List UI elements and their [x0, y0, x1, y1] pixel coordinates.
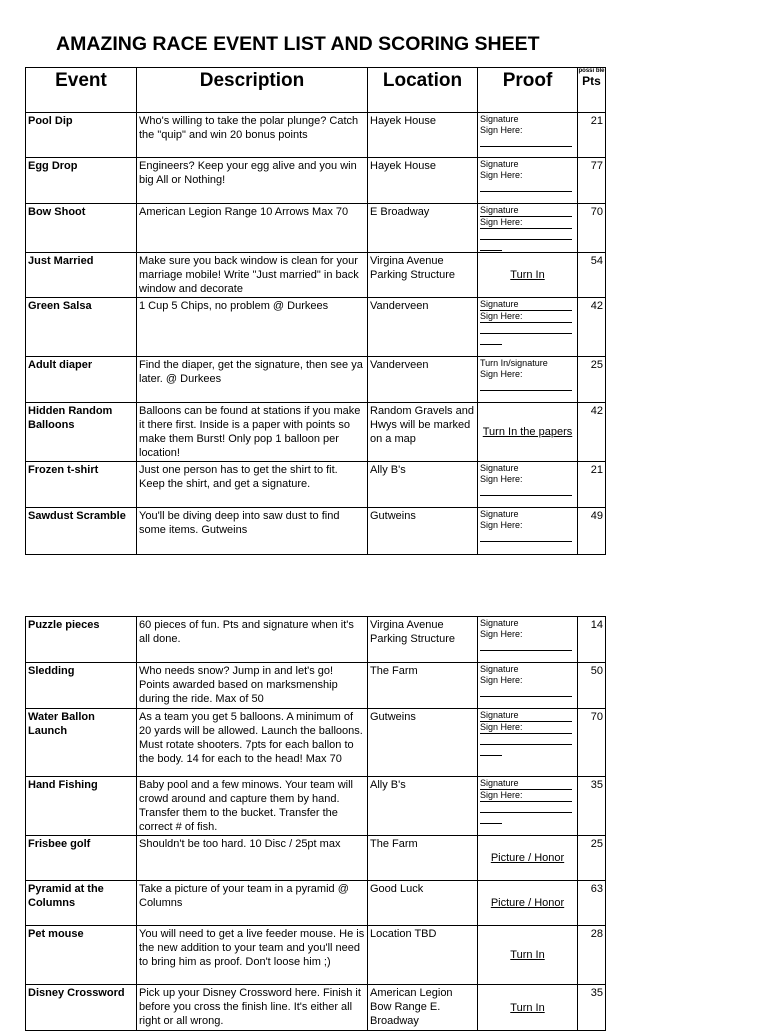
event-cell: Egg Drop: [26, 158, 137, 204]
signature-line[interactable]: [480, 531, 572, 542]
proof-label: Turn In: [510, 269, 545, 281]
signature-line[interactable]: [480, 229, 572, 240]
proof-cell: [478, 158, 578, 204]
points-cell: 63: [578, 881, 606, 926]
proof-type-label: Signature: [480, 710, 572, 722]
signature-line[interactable]: [480, 640, 572, 651]
table-row: [26, 836, 606, 881]
table-row: [26, 926, 606, 985]
points-cell: 35: [578, 985, 606, 1031]
proof-cell: [478, 403, 578, 462]
location-cell: American Legion Bow Range E. Broadway: [368, 985, 478, 1031]
event-cell: Sawdust Scramble: [26, 508, 137, 555]
header-points: [578, 68, 606, 113]
signature-line-extra[interactable]: [480, 334, 502, 345]
points-cell: 28: [578, 926, 606, 985]
description-cell: Balloons can be found at stations if you make it there first. Inside is a paper with points so make them Burst! Only pop 1 balloon per location!: [137, 403, 368, 462]
location-cell: E Broadway: [368, 204, 478, 253]
points-cell: 25: [578, 357, 606, 403]
description-cell: Make sure you back window is clean for your marriage mobile! Write "Just married" in back window and decorate: [137, 253, 368, 298]
proof-label: Turn In: [510, 949, 545, 961]
description-cell: Find the diaper, get the signature, then see ya later. @ Durkees: [137, 357, 368, 403]
sign-here-label: Sign Here:: [480, 369, 523, 379]
location-cell: The Farm: [368, 663, 478, 709]
description-cell: American Legion Range 10 Arrows Max 70: [137, 204, 368, 253]
location-cell: The Farm: [368, 836, 478, 881]
header-event: Event: [26, 68, 137, 113]
table-row: [26, 663, 606, 709]
sign-here-label: Sign Here:: [480, 675, 523, 685]
points-cell: 35: [578, 777, 606, 836]
description-cell: Who's willing to take the polar plunge? Catch the "quip" and win 20 bonus points: [137, 113, 368, 158]
proof-type-label: Turn In/signature: [480, 358, 548, 368]
proof-type-label: Signature: [480, 205, 572, 217]
table-row: [26, 403, 606, 462]
points-cell: 50: [578, 663, 606, 709]
signature-line[interactable]: [480, 181, 572, 192]
signature-line[interactable]: [480, 734, 572, 745]
proof-type-label: Signature: [480, 159, 519, 169]
page-title: AMAZING RACE EVENT LIST AND SCORING SHEET: [56, 33, 540, 55]
event-cell: Pyramid at the Columns: [26, 881, 137, 926]
sign-here-label: Sign Here:: [480, 790, 572, 802]
proof-cell: [478, 926, 578, 985]
proof-cell: [478, 663, 578, 709]
location-cell: Location TBD: [368, 926, 478, 985]
signature-line-extra[interactable]: [480, 240, 502, 251]
proof-label: Turn In: [510, 1001, 545, 1014]
proof-cell: [478, 617, 578, 663]
description-cell: As a team you get 5 balloons. A minimum of 20 yards will be allowed. Launch the balloons. Must rotate shooters. 7pts for each ballon to the body. 14 for each to the head! Max 70: [137, 709, 368, 777]
proof-cell: [478, 113, 578, 158]
table-row: [26, 709, 606, 777]
sign-here-label: Sign Here:: [480, 170, 523, 180]
location-cell: Ally B's: [368, 777, 478, 836]
points-cell: 49: [578, 508, 606, 555]
header-points-small: possi ble: [578, 68, 605, 74]
proof-label: Turn In the papers: [482, 426, 573, 438]
proof-type-label: Signature: [480, 463, 519, 473]
location-cell: Virgina Avenue Parking Structure: [368, 253, 478, 298]
location-cell: Random Gravels and Hwys will be marked on a map: [368, 403, 478, 462]
event-cell: Disney Crossword: [26, 985, 137, 1031]
points-cell: 25: [578, 836, 606, 881]
description-cell: You will need to get a live feeder mouse. He is the new addition to your team and you'll need to bring him as proof. Don't loose him ;): [137, 926, 368, 985]
proof-type-label: Signature: [480, 664, 519, 674]
event-cell: Hand Fishing: [26, 777, 137, 836]
sign-here-label: Sign Here:: [480, 311, 572, 323]
proof-cell: [478, 777, 578, 836]
proof-cell: [478, 508, 578, 555]
points-cell: 42: [578, 403, 606, 462]
location-cell: Hayek House: [368, 113, 478, 158]
header-location: Location: [368, 68, 478, 113]
event-cell: Water Ballon Launch: [26, 709, 137, 777]
header-proof: Proof: [478, 68, 578, 113]
event-cell: Pet mouse: [26, 926, 137, 985]
event-cell: Adult diaper: [26, 357, 137, 403]
points-cell: 21: [578, 462, 606, 508]
location-cell: Good Luck: [368, 881, 478, 926]
event-cell: Sledding: [26, 663, 137, 709]
event-cell: Frisbee golf: [26, 836, 137, 881]
header-points-label: Pts: [582, 74, 601, 88]
points-cell: 14: [578, 617, 606, 663]
table-row: [26, 508, 606, 555]
proof-cell: [478, 836, 578, 881]
table-row: [26, 617, 606, 663]
event-cell: Frozen t-shirt: [26, 462, 137, 508]
signature-line[interactable]: [480, 380, 572, 391]
description-cell: You'll be diving deep into saw dust to find some items. Gutweins: [137, 508, 368, 555]
sign-here-label: Sign Here:: [480, 217, 572, 229]
proof-label: Picture / Honor: [490, 897, 565, 909]
proof-type-label: Signature: [480, 299, 572, 311]
proof-cell: [478, 357, 578, 403]
table-row: [26, 357, 606, 403]
location-cell: Gutweins: [368, 508, 478, 555]
proof-type-label: Signature: [480, 114, 519, 124]
signature-line[interactable]: [480, 136, 572, 147]
table-row: [26, 462, 606, 508]
points-cell: 77: [578, 158, 606, 204]
points-cell: 70: [578, 709, 606, 777]
description-cell: 60 pieces of fun. Pts and signature when it's all done.: [137, 617, 368, 663]
signature-line[interactable]: [480, 485, 572, 496]
proof-cell: [478, 709, 578, 777]
signature-line-extra[interactable]: [480, 813, 502, 824]
proof-cell: [478, 204, 578, 253]
proof-type-label: Signature: [480, 509, 519, 519]
sign-here-label: Sign Here:: [480, 125, 523, 135]
description-cell: Baby pool and a few minows. Your team will crowd around and capture them by hand. Transfer them to the bucket. Transfer the correct # of fish.: [137, 777, 368, 836]
location-cell: Gutweins: [368, 709, 478, 777]
event-cell: Pool Dip: [26, 113, 137, 158]
event-cell: Green Salsa: [26, 298, 137, 357]
description-cell: 1 Cup 5 Chips, no problem @ Durkees: [137, 298, 368, 357]
description-cell: Engineers? Keep your egg alive and you win big All or Nothing!: [137, 158, 368, 204]
proof-type-label: Signature: [480, 618, 519, 628]
table-row: [26, 298, 606, 357]
proof-label: Picture / Honor: [490, 852, 565, 864]
location-cell: Vanderveen: [368, 357, 478, 403]
description-cell: Shouldn't be too hard. 10 Disc / 25pt max: [137, 836, 368, 881]
table-row: [26, 253, 606, 298]
table-row: [26, 113, 606, 158]
proof-type-label: Signature: [480, 778, 572, 790]
location-cell: Ally B's: [368, 462, 478, 508]
proof-cell: [478, 881, 578, 926]
proof-cell: [478, 253, 578, 298]
table-row: [26, 881, 606, 926]
table-row: [26, 204, 606, 253]
proof-cell: [478, 298, 578, 357]
description-cell: Pick up your Disney Crossword here. Finish it before you cross the finish line. It's either all right or all wrong.: [137, 985, 368, 1031]
points-cell: 42: [578, 298, 606, 357]
event-cell: Just Married: [26, 253, 137, 298]
points-cell: 70: [578, 204, 606, 253]
header-description: Description: [137, 68, 368, 113]
sign-here-label: Sign Here:: [480, 474, 523, 484]
location-cell: Virgina Avenue Parking Structure: [368, 617, 478, 663]
scoring-table-1: [25, 67, 606, 555]
sign-here-label: Sign Here:: [480, 722, 572, 734]
sign-here-label: Sign Here:: [480, 629, 523, 639]
table-row: [26, 158, 606, 204]
event-cell: Puzzle pieces: [26, 617, 137, 663]
sign-here-label: Sign Here:: [480, 520, 523, 530]
points-cell: 21: [578, 113, 606, 158]
signature-line[interactable]: [480, 802, 572, 813]
event-cell: Hidden Random Balloons: [26, 403, 137, 462]
description-cell: Who needs snow? Jump in and let's go! Points awarded based on marksmenship during the ride. Max of 50: [137, 663, 368, 709]
table-row: [26, 777, 606, 836]
location-cell: Hayek House: [368, 158, 478, 204]
signature-line[interactable]: [480, 323, 572, 334]
proof-cell: [478, 462, 578, 508]
signature-line[interactable]: [480, 686, 572, 697]
description-cell: Take a picture of your team in a pyramid @ Columns: [137, 881, 368, 926]
event-cell: Bow Shoot: [26, 204, 137, 253]
scoring-table-2: [25, 616, 606, 1031]
points-cell: 54: [578, 253, 606, 298]
signature-line-extra[interactable]: [480, 745, 502, 756]
description-cell: Just one person has to get the shirt to fit. Keep the shirt, and get a signature.: [137, 462, 368, 508]
location-cell: Vanderveen: [368, 298, 478, 357]
